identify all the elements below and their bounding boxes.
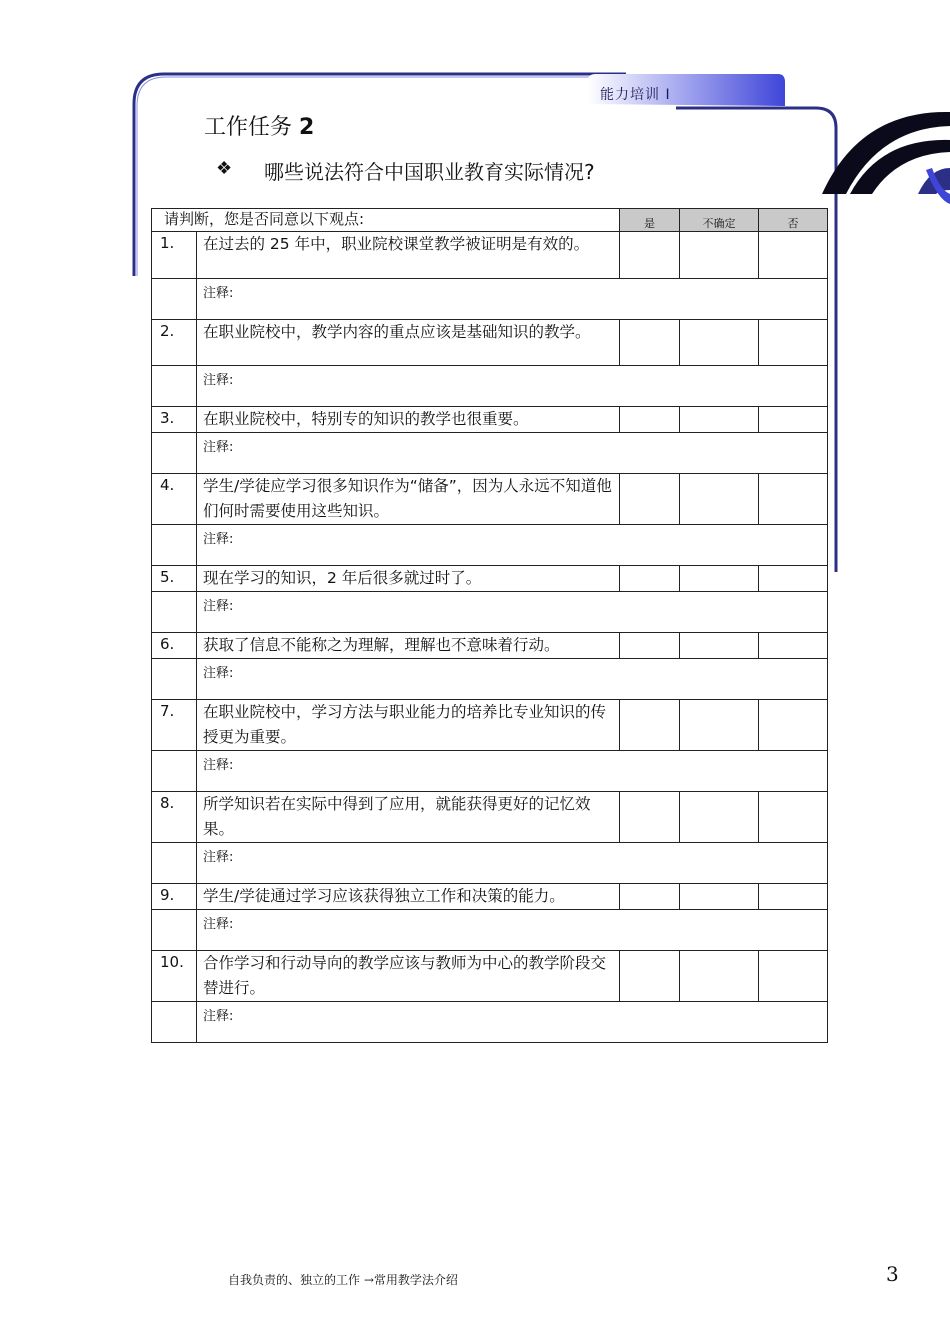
- answer-cell-yes[interactable]: [620, 633, 680, 659]
- answer-cell-unsure[interactable]: [680, 474, 759, 525]
- answer-cell-no[interactable]: [759, 474, 828, 525]
- note-row: [152, 366, 828, 407]
- answer-cell-yes[interactable]: [620, 792, 680, 843]
- task-question: 哪些说法符合中国职业教育实际情况?: [264, 160, 595, 184]
- note-label[interactable]: 注释:: [197, 843, 828, 884]
- note-row: [152, 433, 828, 474]
- note-row: [152, 659, 828, 700]
- answer-cell-yes[interactable]: [620, 474, 680, 525]
- note-label[interactable]: 注释:: [197, 751, 828, 792]
- answer-cell-unsure[interactable]: [680, 232, 759, 279]
- option-header-no: 否: [759, 209, 828, 232]
- task-title: [204, 110, 314, 141]
- table-row: [152, 566, 828, 592]
- task-title-number: 2: [299, 115, 315, 140]
- note-label[interactable]: 注释:: [197, 659, 828, 700]
- answer-cell-no[interactable]: [759, 884, 828, 910]
- row-statement: 学生/学徒应学习很多知识作为“储备”，因为人永远不知道他们何时需要使用这些知识。: [197, 474, 620, 525]
- answer-cell-unsure[interactable]: [680, 633, 759, 659]
- table-prompt: 请判断，您是否同意以下观点:: [152, 209, 620, 232]
- note-label[interactable]: 注释:: [197, 525, 828, 566]
- table-row: [152, 633, 828, 659]
- note-row: [152, 279, 828, 320]
- note-label[interactable]: 注释:: [197, 366, 828, 407]
- row-number: 10.: [152, 951, 197, 1002]
- answer-cell-unsure[interactable]: [680, 792, 759, 843]
- footer-text: 自我负责的、独立的工作 →常用教学法介绍: [228, 1273, 458, 1287]
- answer-cell-unsure[interactable]: [680, 951, 759, 1002]
- note-label[interactable]: 注释:: [197, 279, 828, 320]
- note-row: [152, 525, 828, 566]
- answer-cell-yes[interactable]: [620, 407, 680, 433]
- row-number: 9.: [152, 884, 197, 910]
- table-row: [152, 232, 828, 279]
- row-statement: 合作学习和行动导向的教学应该与教师为中心的教学阶段交替进行。: [197, 951, 620, 1002]
- row-number: 4.: [152, 474, 197, 525]
- row-statement: 学生/学徒通过学习应该获得独立工作和决策的能力。: [197, 884, 620, 910]
- row-statement: 在职业院校中，特别专的知识的教学也很重要。: [197, 407, 620, 433]
- option-header-yes: 是: [620, 209, 680, 232]
- row-statement: 所学知识若在实际中得到了应用，就能获得更好的记忆效果。: [197, 792, 620, 843]
- note-row: [152, 1002, 828, 1043]
- row-number: 2.: [152, 320, 197, 366]
- table-row: [152, 700, 828, 751]
- header-tab-label: 能力培训 I: [600, 87, 671, 103]
- note-label[interactable]: 注释:: [197, 1002, 828, 1043]
- row-statement: 获取了信息不能称之为理解，理解也不意味着行动。: [197, 633, 620, 659]
- row-statement: 在职业院校中，学习方法与职业能力的培养比专业知识的传授更为重要。: [197, 700, 620, 751]
- table-row: [152, 951, 828, 1002]
- row-number: 6.: [152, 633, 197, 659]
- answer-cell-no[interactable]: [759, 320, 828, 366]
- opinion-table: [151, 208, 828, 1043]
- row-number: 1.: [152, 232, 197, 279]
- table-row: [152, 792, 828, 843]
- answer-cell-yes[interactable]: [620, 320, 680, 366]
- answer-cell-yes[interactable]: [620, 700, 680, 751]
- answer-cell-unsure[interactable]: [680, 884, 759, 910]
- answer-cell-no[interactable]: [759, 407, 828, 433]
- note-label[interactable]: 注释:: [197, 592, 828, 633]
- answer-cell-no[interactable]: [759, 633, 828, 659]
- task-title-prefix: 工作任务: [204, 115, 299, 140]
- table-row: [152, 407, 828, 433]
- answer-cell-no[interactable]: [759, 792, 828, 843]
- note-row: [152, 910, 828, 951]
- row-statement: 在职业院校中，教学内容的重点应该是基础知识的教学。: [197, 320, 620, 366]
- diamond-bullet-icon: ❖: [216, 158, 233, 179]
- answer-cell-no[interactable]: [759, 700, 828, 751]
- answer-cell-unsure[interactable]: [680, 566, 759, 592]
- note-row: [152, 843, 828, 884]
- answer-cell-yes[interactable]: [620, 884, 680, 910]
- table-header-row: [152, 209, 828, 232]
- row-number: 3.: [152, 407, 197, 433]
- note-row: [152, 592, 828, 633]
- answer-cell-no[interactable]: [759, 566, 828, 592]
- row-number: 8.: [152, 792, 197, 843]
- table-row: [152, 884, 828, 910]
- answer-cell-yes[interactable]: [620, 566, 680, 592]
- answer-cell-yes[interactable]: [620, 232, 680, 279]
- logo-arcs-icon: [822, 112, 950, 204]
- row-number: 7.: [152, 700, 197, 751]
- note-row: [152, 751, 828, 792]
- table-row: [152, 320, 828, 366]
- page-number: 3: [886, 1262, 899, 1286]
- note-label[interactable]: 注释:: [197, 433, 828, 474]
- option-header-unsure: 不确定: [680, 209, 759, 232]
- answer-cell-unsure[interactable]: [680, 407, 759, 433]
- note-label[interactable]: 注释:: [197, 910, 828, 951]
- answer-cell-unsure[interactable]: [680, 320, 759, 366]
- answer-cell-no[interactable]: [759, 232, 828, 279]
- row-statement: 现在学习的知识，2 年后很多就过时了。: [197, 566, 620, 592]
- answer-cell-yes[interactable]: [620, 951, 680, 1002]
- answer-cell-no[interactable]: [759, 951, 828, 1002]
- row-statement: 在过去的 25 年中，职业院校课堂教学被证明是有效的。: [197, 232, 620, 279]
- answer-cell-unsure[interactable]: [680, 700, 759, 751]
- table-row: [152, 474, 828, 525]
- row-number: 5.: [152, 566, 197, 592]
